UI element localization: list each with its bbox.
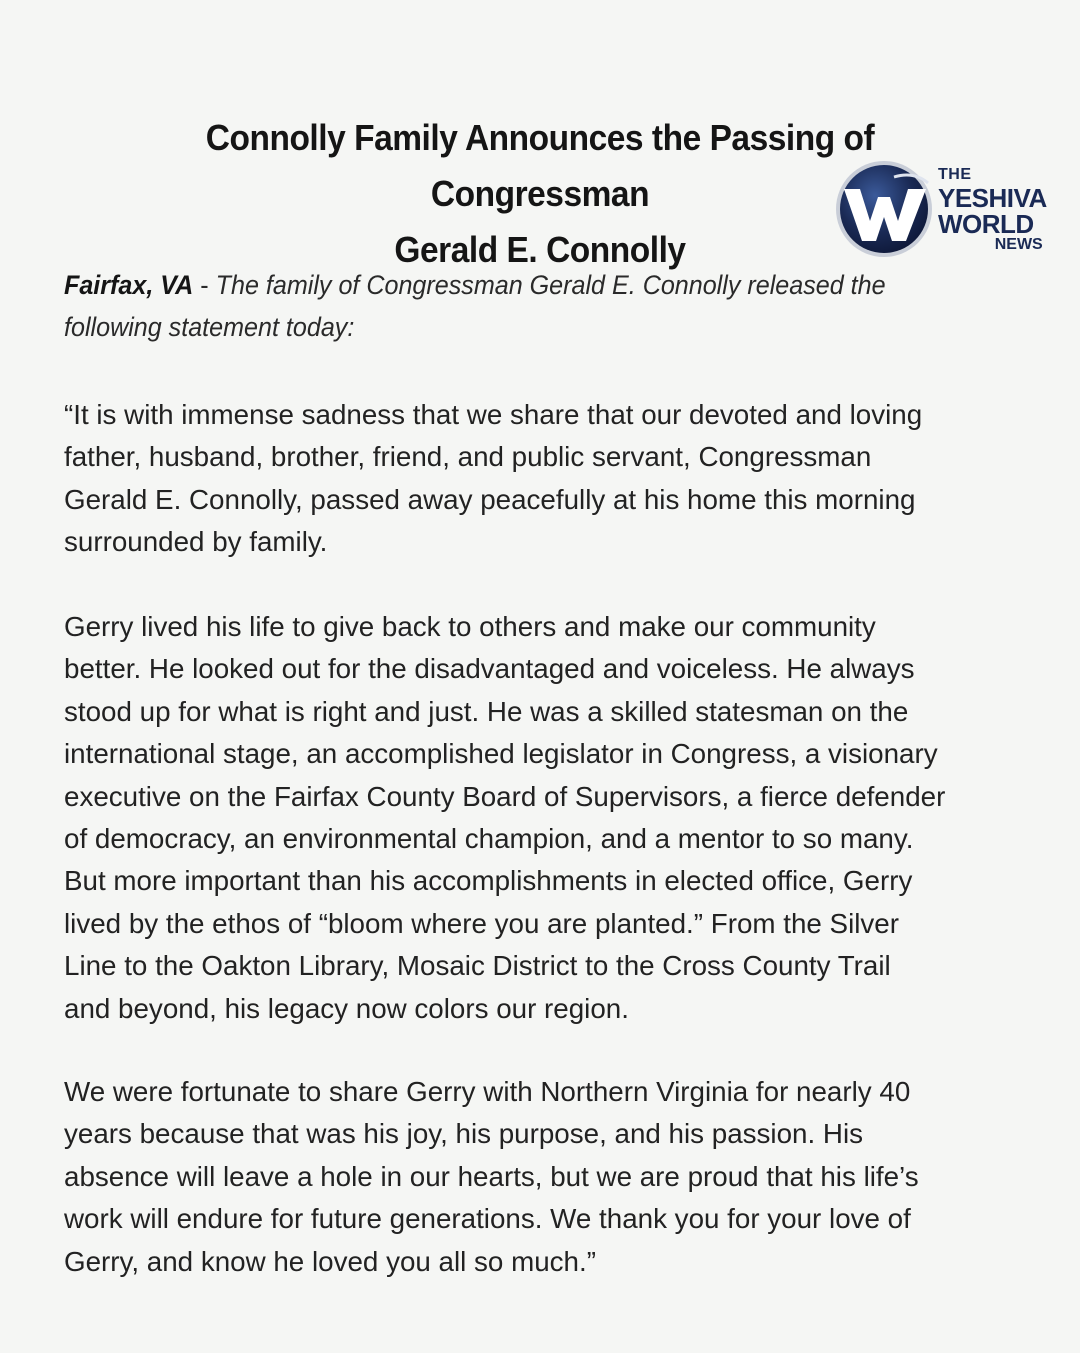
logo-text-the: THE bbox=[938, 166, 972, 183]
statement-paragraph-1 bbox=[64, 394, 1024, 564]
paragraph-line: Gerry, and know he loved you all so much.” bbox=[64, 1245, 596, 1277]
yeshiva-world-w-icon bbox=[834, 159, 934, 259]
dateline bbox=[64, 264, 901, 348]
paragraph-line: work will endure for future generations. We thank you for your love of bbox=[64, 1203, 911, 1235]
paragraph-line: But more important than his accomplishments in elected office, Gerry bbox=[64, 865, 913, 897]
paragraph-line: stood up for what is right and just. He was a skilled statesman on the bbox=[64, 695, 909, 727]
logo-text-yeshiva: YESHIVA bbox=[938, 183, 1047, 213]
paragraph-line: We were fortunate to share Gerry with Northern Virginia for nearly 40 bbox=[64, 1076, 911, 1107]
dateline-line-2: following statement today: bbox=[64, 312, 355, 342]
paragraph-line: lived by the ethos of “bloom where you are planted.” From the Silver bbox=[64, 907, 899, 939]
paragraph-line: years because that was his joy, his purpose, and his passion. His bbox=[64, 1118, 864, 1150]
title-line-1: Connolly Family Announces the Passing of Congressman bbox=[205, 117, 875, 214]
paragraph-line: of democracy, an environmental champion, and a mentor to so many. bbox=[64, 823, 914, 855]
paragraph-line: better. He looked out for the disadvantaged and voiceless. He always bbox=[64, 653, 915, 685]
dateline-line-1 bbox=[64, 264, 901, 306]
paragraph-line: international stage, an accomplished legislator in Congress, a visionary bbox=[64, 738, 938, 770]
paragraph-line: executive on the Fairfax County Board of Supervisors, a fierce defender bbox=[64, 780, 946, 812]
statement-paragraph-2 bbox=[64, 606, 1024, 1030]
paragraph-line: Line to the Oakton Library, Mosaic District to the Cross County Trail bbox=[64, 950, 891, 982]
statement-paragraph-3 bbox=[64, 1071, 1024, 1283]
paragraph-line: Gerald E. Connolly, passed away peacefully at his home this morning bbox=[64, 483, 916, 515]
paragraph-line: “It is with immense sadness that we share that our devoted and loving bbox=[64, 399, 923, 430]
yeshiva-world-news-logo bbox=[834, 159, 1062, 259]
paragraph-line: surrounded by family. bbox=[64, 526, 328, 558]
dateline-separator: - bbox=[193, 270, 216, 300]
title-line-2: Gerald E. Connolly bbox=[394, 229, 686, 270]
dateline-place: Fairfax, VA bbox=[64, 270, 194, 300]
paragraph-line: absence will leave a hole in our hearts, but we are proud that his life’s bbox=[64, 1160, 919, 1192]
logo-wordmark bbox=[938, 167, 1047, 253]
paragraph-line: father, husband, brother, friend, and public servant, Congressman bbox=[64, 441, 872, 473]
dateline-text-1: The family of Congressman Gerald E. Connolly released the bbox=[215, 270, 886, 300]
logo-text-world: WORLD bbox=[938, 209, 1034, 239]
logo-text-news: NEWS bbox=[994, 236, 1043, 253]
paragraph-line: and beyond, his legacy now colors our region. bbox=[64, 992, 629, 1024]
paragraph-line: Gerry lived his life to give back to others and make our community bbox=[64, 611, 876, 642]
